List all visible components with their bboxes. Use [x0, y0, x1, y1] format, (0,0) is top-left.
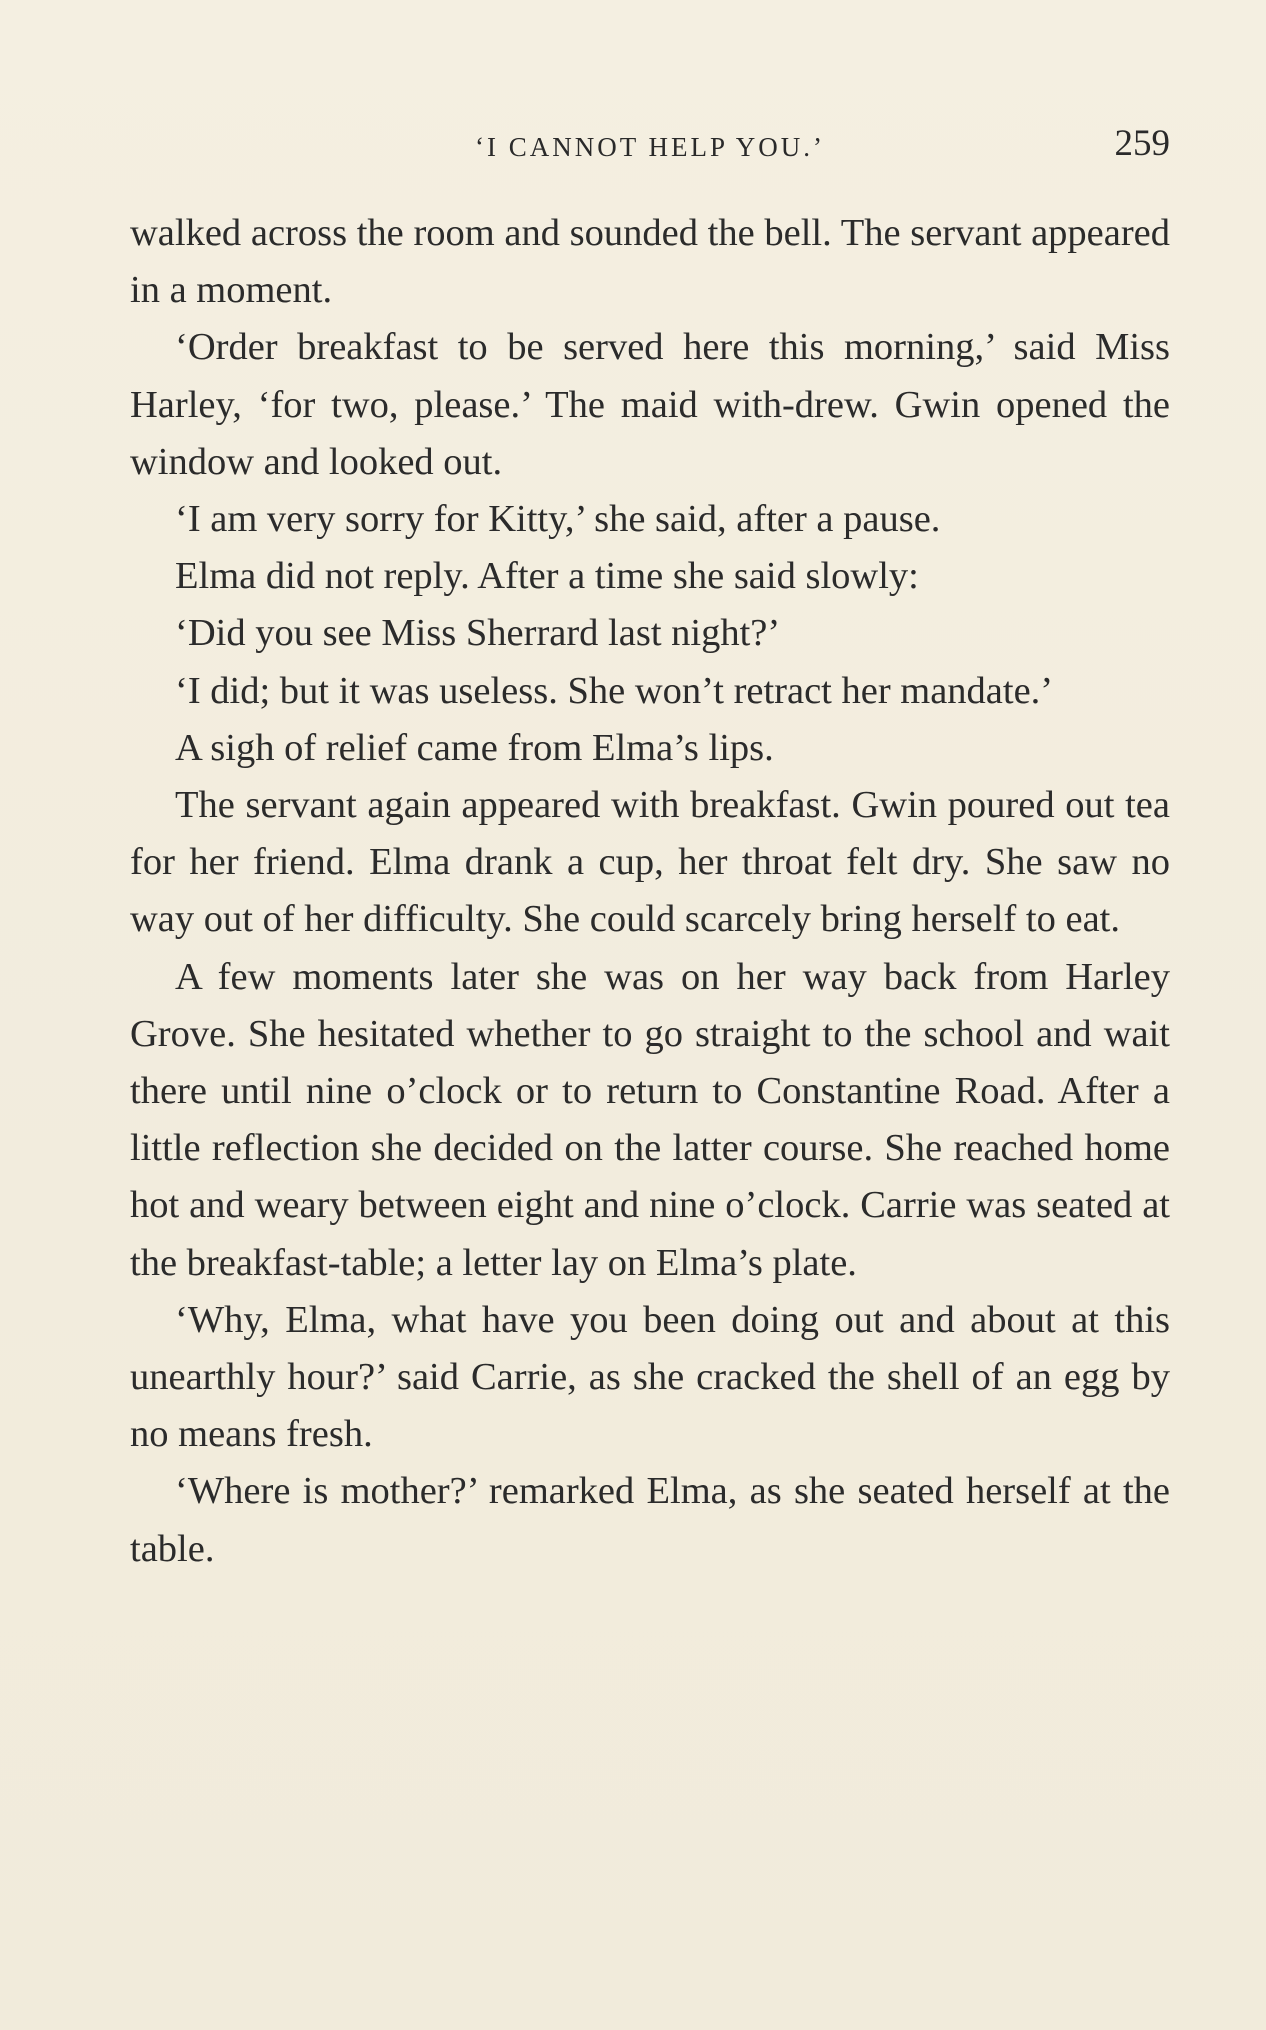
running-head	[130, 122, 1170, 166]
paragraph-7: A sigh of relief came from Elma’s lips.	[175, 726, 774, 769]
paragraph-8: The servant again appeared with breakfast. Gwin poured out tea for her friend. Elma drank a cup, her throat felt dry. She saw no way out of her difficulty. She could scarcely bring herself to eat.	[130, 784, 1170, 941]
page-number: 259	[1114, 123, 1170, 164]
paragraph-5: ‘Did you see Miss Sherrard last night?’	[175, 612, 781, 655]
paragraph-2: ‘Order breakfast to be served here this morning,’ said Miss Harley, ‘for two, please.’ The maid with-drew. Gwin opened the window and looked out.	[130, 326, 1170, 483]
paragraph-9: A few moments later she was on her way back from Harley Grove. She hesitated whether to go straight to the school and wait there until nine o’clock or to return to Constantine Road. After a little reflection she decided on the latter course. She reached home hot and weary between eight and nine o’clock. Carrie was seated at the breakfast-table; a letter lay on Elma’s plate.	[130, 955, 1170, 1284]
paragraph-11: ‘Where is mother?’ remarked Elma, as she seated herself at the table.	[130, 1470, 1170, 1570]
paragraph-10: ‘Why, Elma, what have you been doing out and about at this unearthly hour?’ said Carrie, as she cracked the shell of an egg by no means fresh.	[130, 1298, 1170, 1456]
body-text	[130, 205, 1170, 1578]
paragraph-1: walked across the room and sounded the bell. The servant appeared in a moment.	[130, 212, 1170, 312]
running-title: ‘I CANNOT HELP YOU.’	[475, 132, 825, 162]
paragraph-4: Elma did not reply. After a time she said slowly:	[175, 555, 919, 598]
paragraph-3: ‘I am very sorry for Kitty,’ she said, after a pause.	[175, 498, 941, 541]
paragraph-6: ‘I did; but it was useless. She won’t retract her mandate.’	[175, 669, 1054, 712]
